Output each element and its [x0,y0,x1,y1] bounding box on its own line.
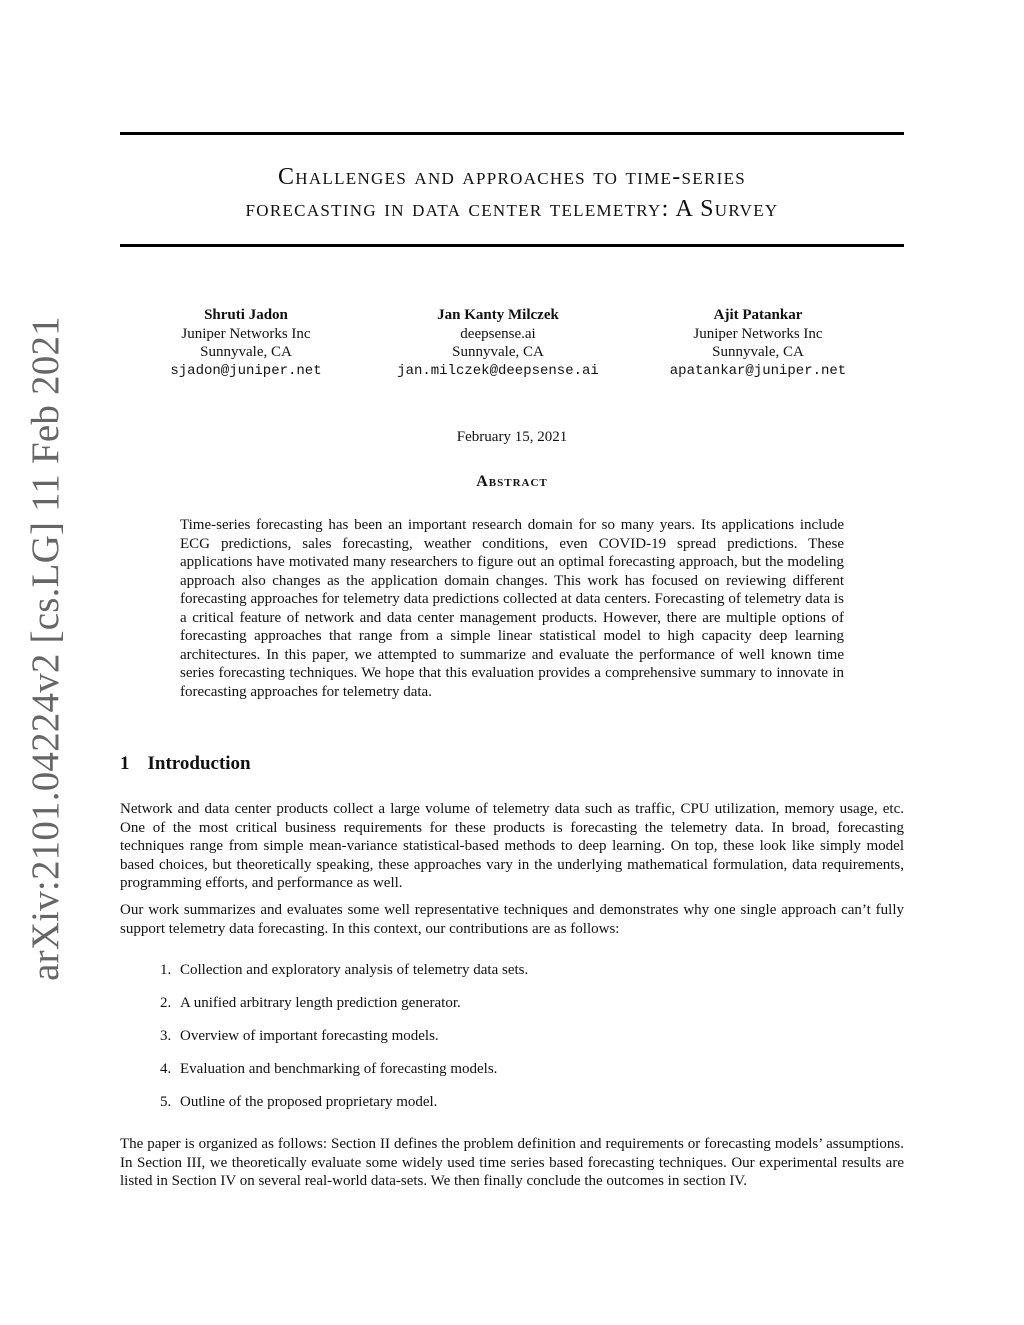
author-email[interactable]: apatankar@juniper.net [669,362,847,379]
author-block [120,306,904,386]
abstract-body: Time-series forecasting has been an important research domain for so many years. Its applications include ECG predictions, sales forecasting, weather conditions, even COVID-19 spread predictions. These applications have motivated many researchers to figure out an optimal forecasting approach, but the modeling approach also changes as the application domain changes. This work has focused on reviewing different forecasting approaches for telemetry data predictions collected at data centers. Forecasting of telemetry data is a critical feature of network and data center management products. However, there are multiple options of forecasting approaches that range from a simple linear statistical model to high capacity deep learning architectures. In this paper, we attempted to summarize and evaluate the performance of well known time series forecasting techniques. We hope that this evaluation provides a comprehensive summary to innovate in forecasting approaches for telemetry data. [180,517,844,700]
list-item-text: Evaluation and benchmarking of forecasting models. [180,1061,498,1077]
author-3 [628,306,888,380]
author-name: Shruti Jadon [204,307,288,323]
list-item-index: 2. [160,995,172,1011]
list-item [160,961,528,994]
author-location: Sunnyvale, CA [452,344,544,360]
author-name: Jan Kanty Milczek [437,307,559,323]
list-item-index: 5. [160,1094,172,1110]
author-affiliation: Juniper Networks Inc [693,325,823,342]
list-item [160,1027,528,1060]
list-item-index: 4. [160,1061,172,1077]
author-email[interactable]: jan.milczek@deepsense.ai [397,362,599,379]
section-title: Introduction [147,753,251,774]
contributions-list [160,961,528,1126]
list-item-text: A unified arbitrary length prediction generator. [180,995,461,1011]
list-item-text: Collection and exploratory analysis of telemetry data sets. [180,962,529,978]
list-item-text: Outline of the proposed proprietary model. [180,1094,438,1110]
author-1 [116,306,376,380]
author-name: Ajit Patankar [713,307,803,323]
author-email[interactable]: sjadon@juniper.net [170,362,322,379]
list-item [160,994,528,1027]
list-item-index: 3. [160,1028,172,1044]
author-2 [368,306,628,380]
list-item [160,1060,528,1093]
author-affiliation: deepsense.ai [460,325,536,342]
intro-paragraph-3: The paper is organized as follows: Section II defines the problem definition and requirements or forecasting models’ assumptions. In Section III, we theoretically evaluate some widely used time series based forecasting techniques. Our experimental results are listed in Section IV on several real-world data-sets. We then finally conclude the outcomes in section IV. [120,1136,904,1189]
title-bottom-rule [120,244,904,247]
arxiv-identifier-text: arXiv:2101.04224v2 [cs.LG] 11 Feb 2021 [23,315,67,981]
author-location: Sunnyvale, CA [200,344,292,360]
title-top-rule [120,132,904,135]
list-item-text: Overview of important forecasting models. [180,1028,439,1044]
author-affiliation: Juniper Networks Inc [181,325,311,342]
paper-title-line-2: forecasting in data center telemetry: A Survey [245,196,779,222]
section-heading-introduction [120,753,251,775]
list-item-index: 1. [160,962,172,978]
intro-paragraph-1: Network and data center products collect a large volume of telemetry data such as traffic, CPU utilization, memory usage, etc. One of the most critical business requirements for these products is forecasting the telemetry data. In broad, forecasting techniques range from simple mean-variance statistical-based methods to deep learning. On top, these look like simply model based choices, but theoretically speaking, these approaches vary in the underlying mathematical formulation, data requirements, programming efforts, and performance as well. [120,801,904,891]
intro-paragraph-2: Our work summarizes and evaluates some well representative techniques and demonstrates why one single approach can’t fully support telemetry data forecasting. In this context, our contributions are as follows: [120,902,904,937]
arxiv-identifier-stamp [10,315,80,981]
paper-title-line-1: Challenges and approaches to time-series [277,164,747,190]
publication-date: February 15, 2021 [456,429,568,445]
paper-title [120,161,904,225]
abstract-heading: Abstract [476,473,548,490]
list-item [160,1093,528,1126]
author-location: Sunnyvale, CA [712,344,804,360]
section-number: 1 [120,753,130,774]
